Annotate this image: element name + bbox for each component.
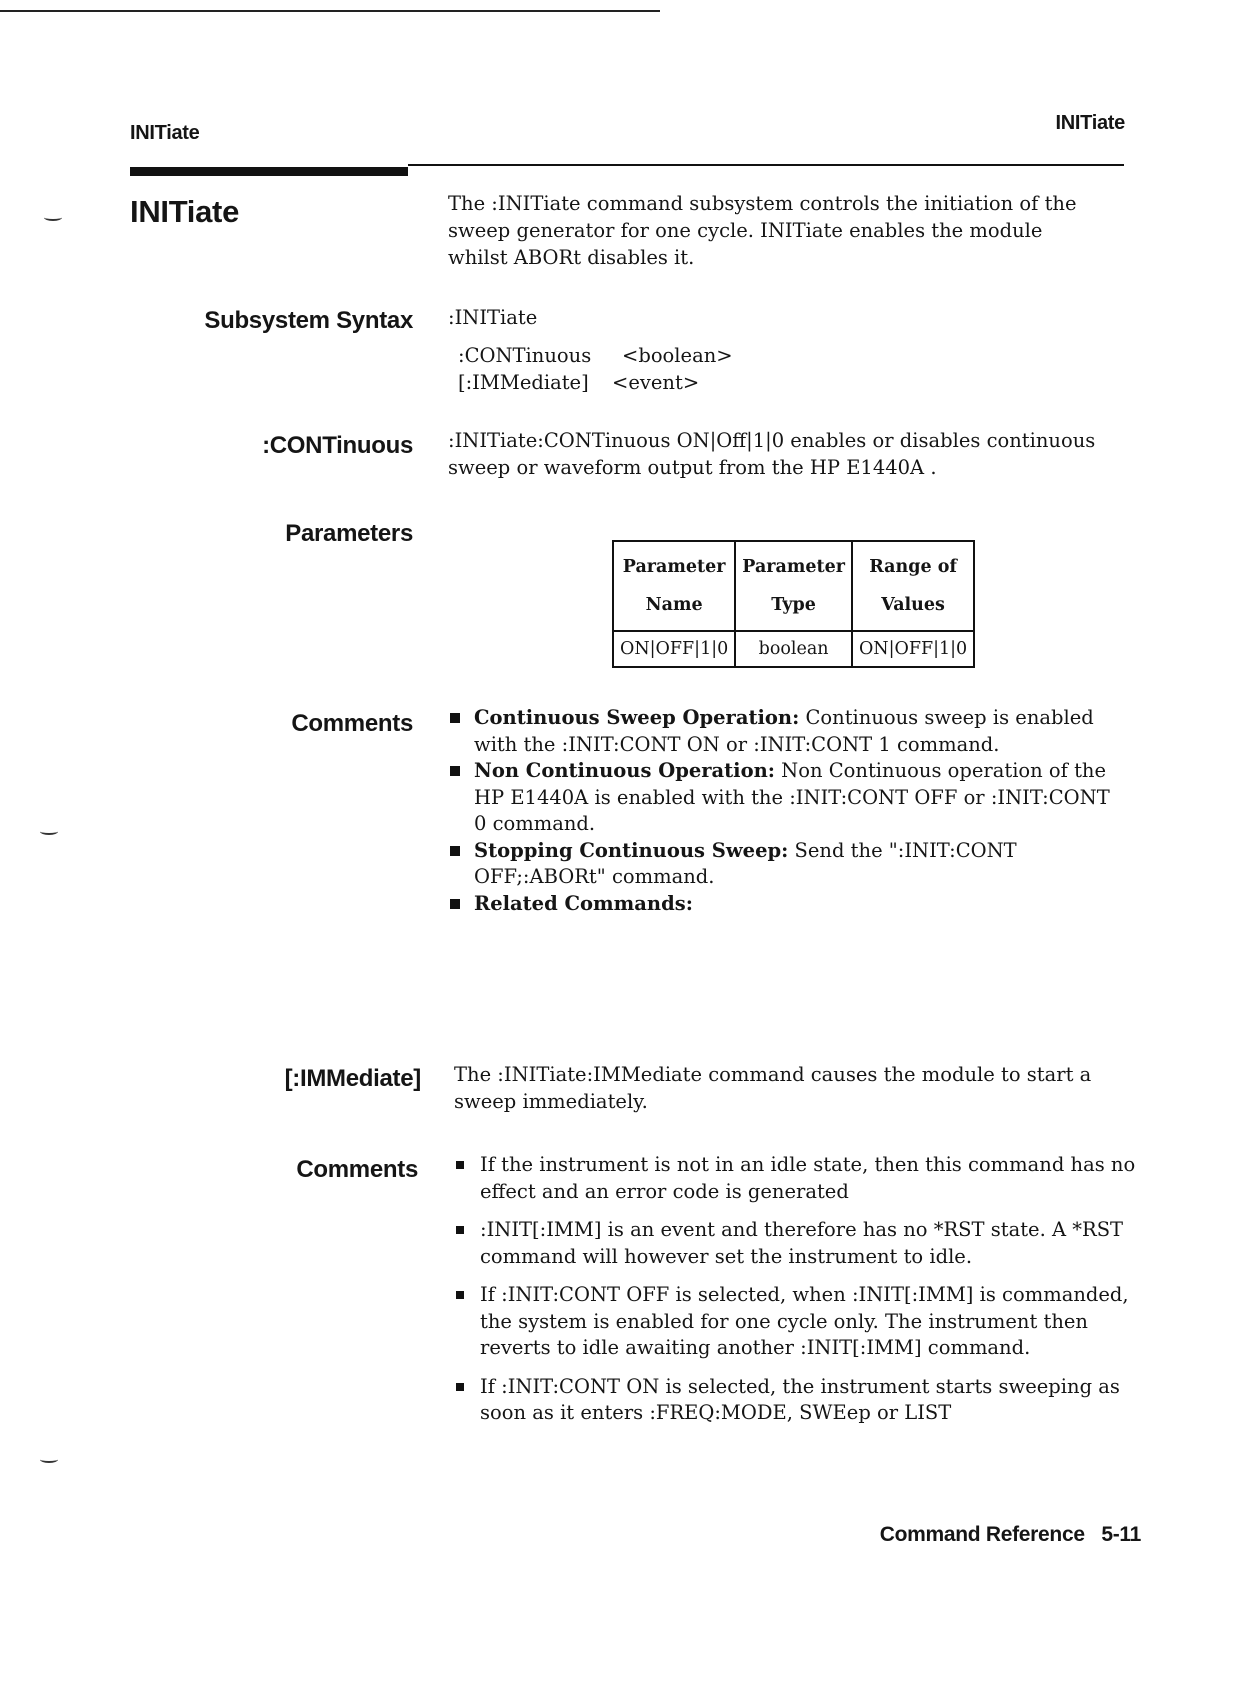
- table-cell: ON|OFF|1|0: [613, 631, 735, 667]
- comments-label: Comments: [291, 710, 413, 737]
- syntax-parameter: <boolean>: [622, 344, 733, 367]
- table-header-cell: Range of Values: [852, 541, 974, 631]
- table-header-row: [613, 541, 974, 631]
- immediate-label: [:IMMediate]: [284, 1065, 421, 1092]
- table-cell: boolean: [735, 631, 852, 667]
- bullet-icon: [450, 899, 460, 909]
- item-text: If the instrument is not in an idle state, then this command has no effect and an error code is generated: [480, 1153, 1136, 1203]
- syntax-label: Subsystem Syntax: [204, 307, 413, 334]
- list-item: [454, 1152, 1144, 1205]
- title-rule: [408, 164, 1124, 166]
- bullet-icon: [450, 846, 460, 856]
- running-header-left: INITiate: [130, 122, 200, 144]
- list-item: [448, 705, 1128, 758]
- item-text: :INIT[:IMM] is an event and therefore has no *RST state. A *RST command will however set the instrument to idle.: [480, 1218, 1124, 1268]
- syntax-line: [458, 342, 733, 369]
- comments-list: [454, 1152, 1144, 1439]
- item-title: Non Continuous Operation:: [474, 759, 775, 782]
- syntax-root: :INITiate: [448, 306, 538, 329]
- section-title: INITiate: [130, 194, 240, 229]
- item-text: Send the ":INIT:CONT OFF;:ABORt" command.: [474, 838, 1017, 888]
- list-item: [454, 1217, 1144, 1270]
- section-intro: The :INITiate command subsystem controls the initiation of the sweep generator for one cycle. INITiate enables the module whilst ABORt disables it.: [448, 192, 1077, 269]
- comments-label: Comments: [296, 1156, 418, 1183]
- page-number: 5-11: [1101, 1523, 1141, 1546]
- bullet-icon: [456, 1383, 464, 1391]
- margin-mark: [44, 214, 62, 221]
- item-title: Stopping Continuous Sweep:: [474, 838, 789, 862]
- list-item: [448, 891, 1128, 918]
- bullet-icon: [456, 1291, 464, 1299]
- top-scan-rule: [0, 10, 660, 12]
- item-text: If :INIT:CONT OFF is selected, when :INIT[:IMM] is commanded, the system is enabled for one cycle only. The instrument then reverts to idle awaiting another :INIT[:IMM] command.: [480, 1283, 1129, 1359]
- page-footer: [880, 1523, 1141, 1547]
- footer-section: Command Reference: [879, 1523, 1085, 1546]
- item-text: Continuous sweep is enabled with the :INIT:CONT ON or :INIT:CONT 1 command.: [474, 706, 1094, 756]
- table-header-cell: Parameter Name: [613, 541, 735, 631]
- list-item: [454, 1374, 1144, 1427]
- list-item: [454, 1282, 1144, 1362]
- item-text: Non Continuous operation of the HP E1440A is enabled with the :INIT:CONT OFF or :INIT:CONT 0 command.: [474, 759, 1110, 835]
- margin-mark: [40, 1456, 58, 1463]
- immediate-description: The :INITiate:IMMediate command causes the module to start a sweep immediately.: [454, 1063, 1092, 1113]
- continuous-description: :INITiate:CONTinuous ON|Off|1|0 enables or disables continuous sweep or waveform output from the HP E1440A .: [448, 429, 1096, 479]
- table-cell: ON|OFF|1|0: [852, 631, 974, 667]
- bullet-icon: [456, 1226, 464, 1234]
- item-title: Continuous Sweep Operation:: [474, 706, 800, 729]
- table-row: [613, 631, 974, 667]
- syntax-parameter: <event>: [612, 371, 700, 394]
- syntax-command: [:IMMediate]: [458, 371, 589, 394]
- running-header-right: INITiate: [1055, 112, 1125, 134]
- table-header-cell: Parameter Type: [735, 541, 852, 631]
- item-title: Related Commands:: [474, 891, 693, 915]
- syntax-line: [458, 369, 699, 396]
- comments-list: [448, 705, 1128, 917]
- bullet-icon: [456, 1161, 464, 1169]
- item-text: If :INIT:CONT ON is selected, the instrument starts sweeping as soon as it enters :FREQ:MODE, SWEep or LIST: [480, 1374, 1120, 1424]
- margin-mark: [40, 828, 58, 835]
- parameters-table: [612, 540, 975, 668]
- parameters-label: Parameters: [285, 520, 413, 547]
- list-item: [448, 758, 1128, 838]
- bullet-icon: [450, 766, 460, 776]
- continuous-label: :CONTinuous: [262, 432, 413, 459]
- title-bar: [130, 167, 408, 176]
- syntax-command: :CONTinuous: [458, 344, 592, 367]
- bullet-icon: [450, 713, 460, 723]
- list-item: [448, 838, 1128, 891]
